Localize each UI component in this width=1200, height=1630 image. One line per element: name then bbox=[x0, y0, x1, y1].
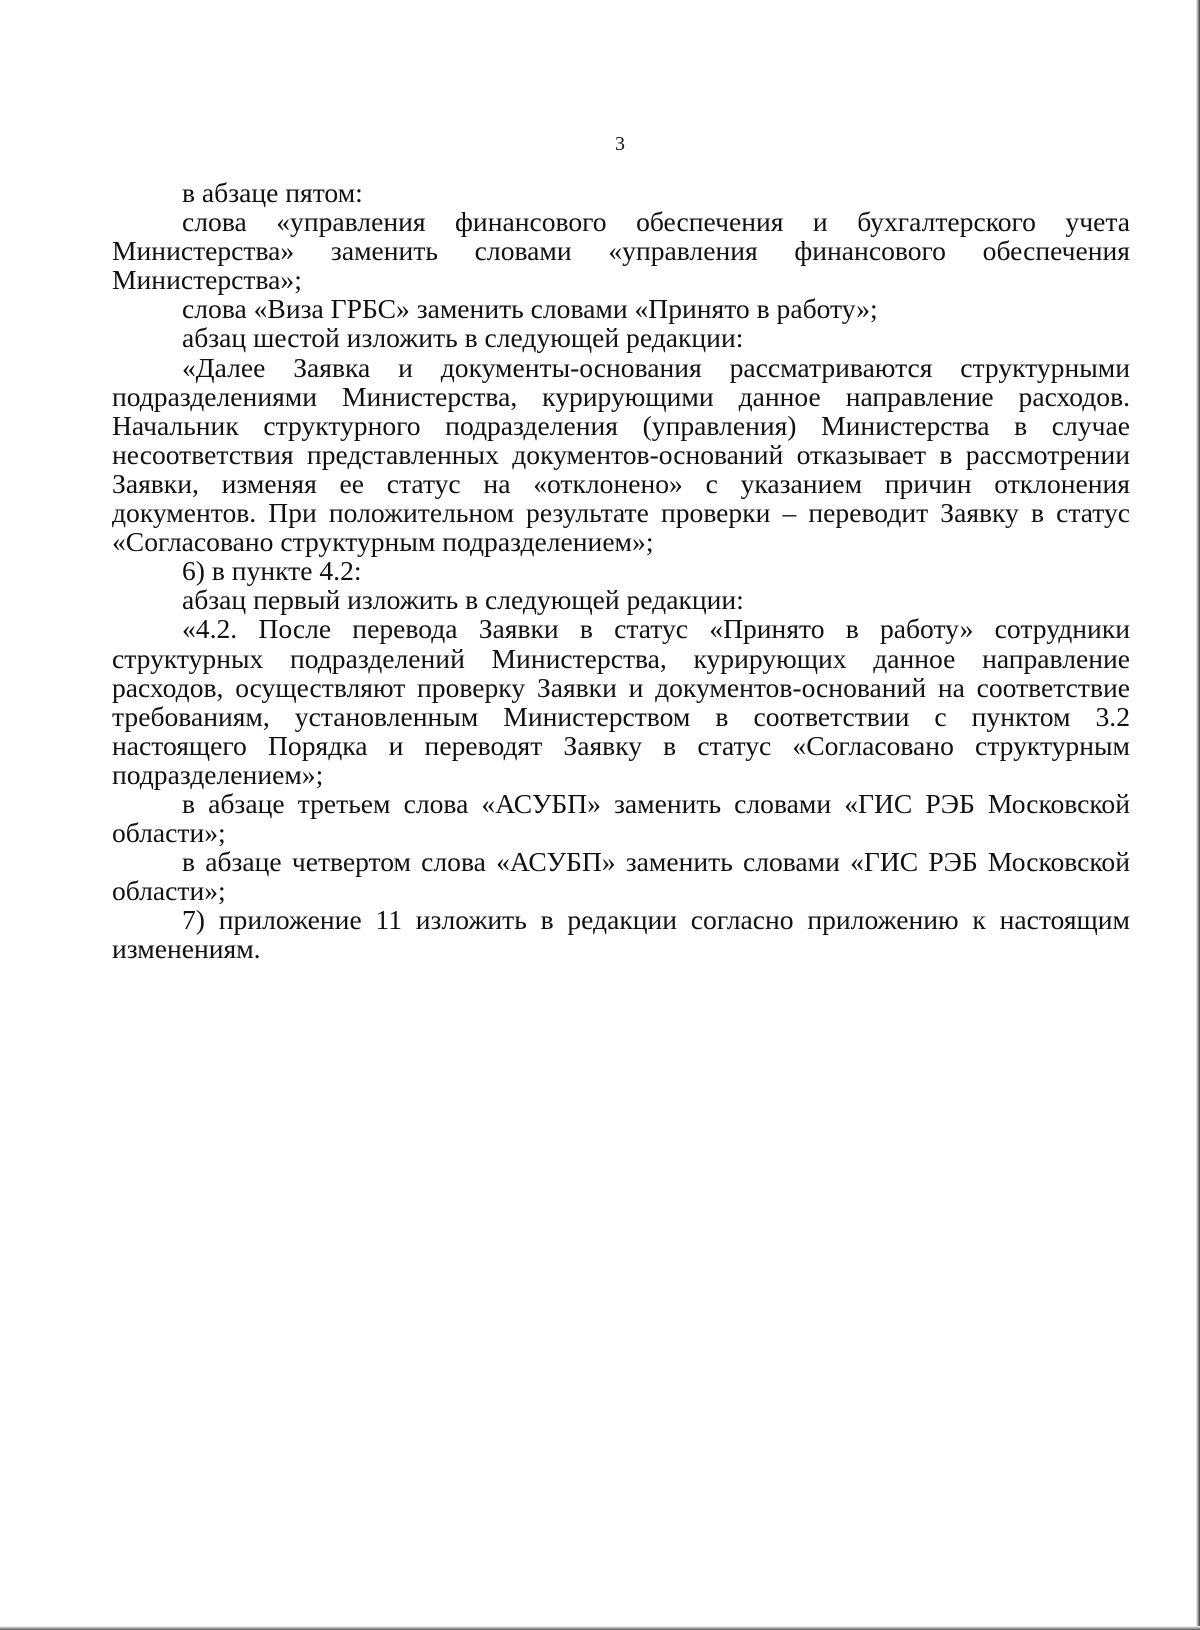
paragraph: в абзаце пятом: bbox=[182, 177, 363, 208]
scan-edge-bottom bbox=[0, 1626, 1200, 1630]
scan-edge-right bbox=[1196, 0, 1200, 1630]
paragraph: в абзаце третьем слова «АСУБП» заменить словами «ГИС РЭБ Московской области»; bbox=[112, 787, 1130, 849]
paragraph: слова «Виза ГРБС» заменить словами «Принято в работу»; bbox=[182, 293, 878, 325]
paragraph: слова «управления финансового обеспечения и бухгалтерского учета Министерства» заменить словами «управления финансового обеспечения Министерства»; bbox=[112, 206, 1130, 296]
paragraph: абзац первый изложить в следующей редакции: bbox=[182, 584, 744, 616]
paragraph: в абзаце четвертом слова «АСУБП» заменить словами «ГИС РЭБ Московской области»; bbox=[112, 846, 1130, 907]
paragraph: абзац шестой изложить в следующей редакции: bbox=[182, 322, 744, 354]
paragraph: «Далее Заявка и документы-основания рассматриваются структурными подразделениями Министерства, курирующими данное направление расходов. Начальник структурного подразделения (управления) Министерства в случае несоответствия представленных документов-оснований отказывает в рассмотрении Заявки, изменяя ее статус на «отклонено» с указанием причин отклонения документов. При положительном результате проверки – переводит Заявку в статус «Согласовано структурным подразделением»; bbox=[112, 351, 1130, 558]
paragraph: «4.2. После перевода Заявки в статус «Принято в работу» сотрудники структурных подразделений Министерства, курирующих данное направление расходов, осуществляют проверку Заявки и документов-оснований на соответствие требованиям, установленным Министерством в соответствии с пунктом 3.2 настоящего Порядка и переводят Заявку в статус «Согласовано структурным подразделением»; bbox=[112, 613, 1130, 790]
paragraph: 6) в пункте 4.2: bbox=[182, 555, 362, 587]
page-number: 3 bbox=[615, 133, 625, 155]
document-body bbox=[112, 178, 1130, 964]
paragraph: 7) приложение 11 изложить в редакции согласно приложению к настоящим изменениям. bbox=[112, 904, 1130, 965]
